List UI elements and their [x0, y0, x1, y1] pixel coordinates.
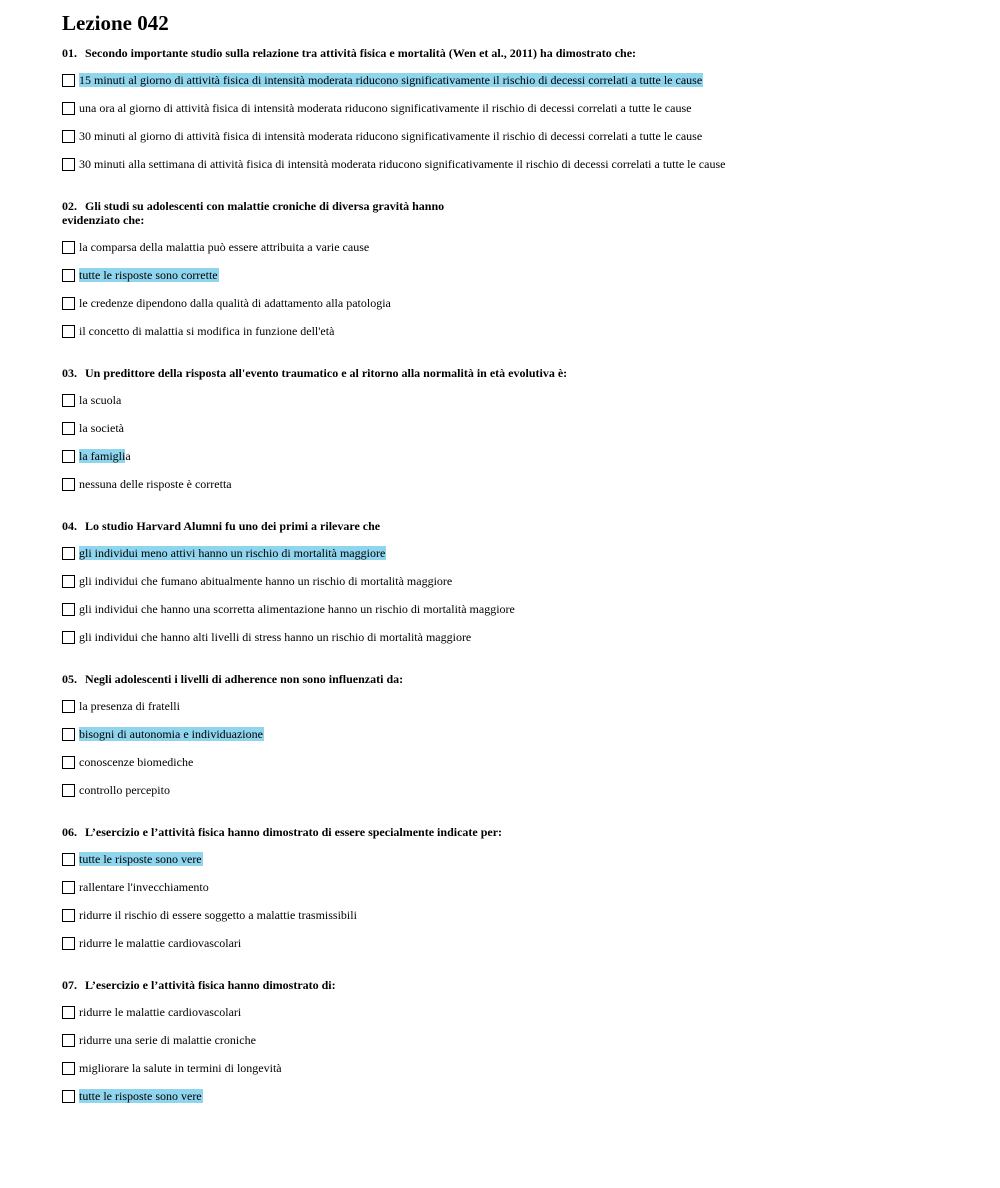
- answer-text-highlighted: bisogni di autonomia e individuazione: [79, 727, 263, 741]
- answer-checkbox[interactable]: [62, 575, 75, 588]
- answer-checkbox[interactable]: [62, 1006, 75, 1019]
- answer-checkbox[interactable]: [62, 394, 75, 407]
- answer-text: controllo percepito: [79, 783, 170, 797]
- answer-checkbox[interactable]: [62, 1034, 75, 1047]
- answer-checkbox[interactable]: [62, 1062, 75, 1075]
- answer-text: nessuna delle risposte è corretta: [79, 477, 232, 491]
- answer-list: [62, 998, 982, 1110]
- answer-option: [62, 470, 982, 498]
- answer-option: [62, 929, 982, 957]
- answer-option: [62, 233, 982, 261]
- answer-list: [62, 692, 982, 804]
- answer-checkbox[interactable]: [62, 881, 75, 894]
- answer-text: gli individui che hanno alti livelli di stress hanno un rischio di mortalità maggiore: [79, 630, 472, 644]
- answer-checkbox[interactable]: [62, 756, 75, 769]
- answer-option: [62, 414, 982, 442]
- answer-option: [62, 317, 982, 345]
- answer-text: migliorare la salute in termini di longevità: [79, 1061, 282, 1075]
- answer-text: gli individui che hanno una scorretta alimentazione hanno un rischio di mortalità maggiore: [79, 602, 515, 616]
- answer-checkbox[interactable]: [62, 422, 75, 435]
- answer-checkbox[interactable]: [62, 450, 75, 463]
- answer-checkbox[interactable]: [62, 631, 75, 644]
- answer-text: [79, 449, 132, 463]
- question-07: [62, 978, 982, 1110]
- answer-text-highlighted: tutte le risposte sono corrette: [79, 268, 218, 282]
- answer-list: [62, 233, 982, 345]
- question-title: [62, 199, 982, 227]
- question-number: 05.: [62, 672, 77, 686]
- answer-checkbox[interactable]: [62, 603, 75, 616]
- answer-checkbox[interactable]: [62, 158, 75, 171]
- answer-list: [62, 845, 982, 957]
- question-text: Negli adolescenti i livelli di adherence non sono influenzati da:: [85, 672, 404, 686]
- question-number: 06.: [62, 825, 77, 839]
- question-title: [62, 978, 982, 992]
- answer-text: ridurre le malattie cardiovascolari: [79, 1005, 242, 1019]
- answer-checkbox[interactable]: [62, 1090, 75, 1103]
- question-text: Un predittore della risposta all'evento traumatico e al ritorno alla normalità in età evolutiva è:: [85, 366, 568, 380]
- answer-option: [62, 998, 982, 1026]
- answer-text: ridurre il rischio di essere soggetto a malattie trasmissibili: [79, 908, 357, 922]
- answer-checkbox[interactable]: [62, 853, 75, 866]
- answer-checkbox[interactable]: [62, 325, 75, 338]
- question-text: Lo studio Harvard Alumni fu uno dei primi a rilevare che: [85, 519, 381, 533]
- answer-option: [62, 386, 982, 414]
- answer-list: [62, 386, 982, 498]
- answer-option: [62, 845, 982, 873]
- question-title: [62, 672, 982, 686]
- answer-option: [62, 595, 982, 623]
- answer-checkbox[interactable]: [62, 700, 75, 713]
- question-number: 02.: [62, 199, 77, 213]
- answer-checkbox[interactable]: [62, 130, 75, 143]
- answer-text: le credenze dipendono dalla qualità di adattamento alla patologia: [79, 296, 391, 310]
- answer-option: [62, 692, 982, 720]
- answer-option: [62, 873, 982, 901]
- question-06: [62, 825, 982, 957]
- question-number: 07.: [62, 978, 77, 992]
- answer-checkbox[interactable]: [62, 241, 75, 254]
- question-text: L’esercizio e l’attività fisica hanno dimostrato di:: [85, 978, 336, 992]
- answer-checkbox[interactable]: [62, 102, 75, 115]
- answer-text: ridurre le malattie cardiovascolari: [79, 936, 242, 950]
- answer-checkbox[interactable]: [62, 547, 75, 560]
- answer-checkbox[interactable]: [62, 478, 75, 491]
- answer-text-highlighted: tutte le risposte sono vere: [79, 852, 202, 866]
- page-title: Lezione 042: [62, 11, 169, 35]
- answer-list: [62, 66, 982, 178]
- answer-option: [62, 720, 982, 748]
- answer-option: [62, 122, 982, 150]
- answer-checkbox[interactable]: [62, 784, 75, 797]
- answer-option: [62, 776, 982, 804]
- answer-text: la comparsa della malattia può essere attribuita a varie cause: [79, 240, 370, 254]
- answer-text-rest: a: [125, 449, 131, 463]
- question-02: [62, 199, 982, 345]
- answer-option: [62, 150, 982, 178]
- answer-option: [62, 94, 982, 122]
- question-05: [62, 672, 982, 804]
- answer-text: 30 minuti al giorno di attività fisica di intensità moderata riducono significativamente il rischio di decessi correlati a tutte le cause: [79, 129, 703, 143]
- answer-text: rallentare l'invecchiamento: [79, 880, 209, 894]
- answer-option: [62, 289, 982, 317]
- answer-list: [62, 539, 982, 651]
- question-text-continued: evidenziato che:: [62, 213, 145, 227]
- question-text: Secondo importante studio sulla relazione tra attività fisica e mortalità (Wen et al., 2011) ha dimostrato che:: [85, 46, 637, 60]
- answer-checkbox[interactable]: [62, 74, 75, 87]
- question-title: [62, 825, 982, 839]
- answer-option: [62, 539, 982, 567]
- answer-text: la società: [79, 421, 124, 435]
- question-number: 01.: [62, 46, 77, 60]
- question-title: [62, 46, 982, 60]
- answer-text: ridurre una serie di malattie croniche: [79, 1033, 256, 1047]
- question-text: Gli studi su adolescenti con malattie croniche di diversa gravità hanno: [85, 199, 445, 213]
- answer-text-highlighted: tutte le risposte sono vere: [79, 1089, 202, 1103]
- answer-text: gli individui che fumano abitualmente hanno un rischio di mortalità maggiore: [79, 574, 453, 588]
- answer-option: [62, 66, 982, 94]
- answer-checkbox[interactable]: [62, 937, 75, 950]
- answer-text: conoscenze biomediche: [79, 755, 194, 769]
- answer-checkbox[interactable]: [62, 909, 75, 922]
- answer-checkbox[interactable]: [62, 297, 75, 310]
- answer-text-highlighted: la famigli: [79, 449, 126, 463]
- answer-option: [62, 261, 982, 289]
- answer-checkbox[interactable]: [62, 269, 75, 282]
- answer-text: 30 minuti alla settimana di attività fisica di intensità moderata riducono significativamente il rischio di decessi correlati a tutte le cause: [79, 157, 726, 171]
- answer-option: [62, 1082, 982, 1110]
- answer-text: una ora al giorno di attività fisica di intensità moderata riducono significativamente il rischio di decessi correlati a tutte le cause: [79, 101, 692, 115]
- question-title: [62, 366, 982, 380]
- document-page: [62, 10, 982, 1110]
- question-03: [62, 366, 982, 498]
- question-01: [62, 46, 982, 178]
- answer-text: la scuola: [79, 393, 122, 407]
- answer-option: [62, 901, 982, 929]
- answer-option: [62, 442, 982, 470]
- answer-option: [62, 748, 982, 776]
- answer-checkbox[interactable]: [62, 728, 75, 741]
- answer-option: [62, 1054, 982, 1082]
- answer-text-highlighted: gli individui meno attivi hanno un rischio di mortalità maggiore: [79, 546, 386, 560]
- answer-option: [62, 1026, 982, 1054]
- answer-text-highlighted: 15 minuti al giorno di attività fisica di intensità moderata riducono significativamente il rischio di decessi correlati a tutte le cause: [79, 73, 703, 87]
- question-number: 04.: [62, 519, 77, 533]
- question-title: [62, 519, 982, 533]
- answer-option: [62, 623, 982, 651]
- answer-option: [62, 567, 982, 595]
- answer-text: il concetto di malattia si modifica in funzione dell'età: [79, 324, 335, 338]
- answer-text: la presenza di fratelli: [79, 699, 180, 713]
- question-number: 03.: [62, 366, 77, 380]
- question-text: L’esercizio e l’attività fisica hanno dimostrato di essere specialmente indicate per:: [85, 825, 503, 839]
- question-04: [62, 519, 982, 651]
